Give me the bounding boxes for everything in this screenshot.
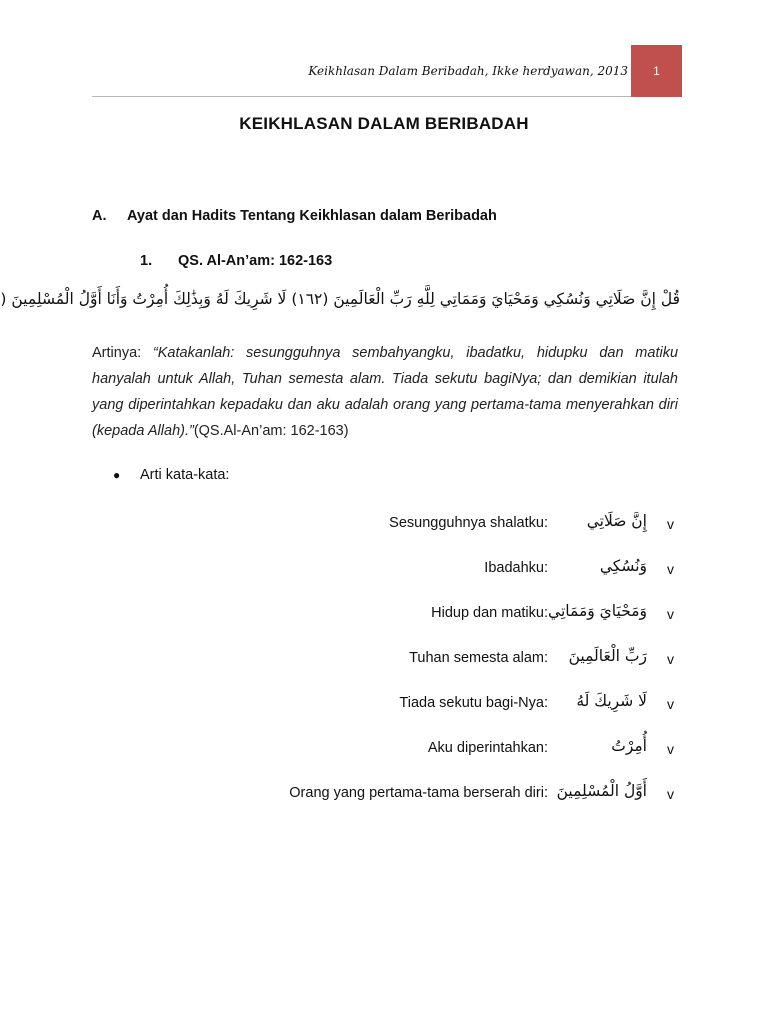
item-1-heading [140, 253, 332, 269]
vocab-row [0, 737, 768, 761]
vocab-mark: v [667, 561, 674, 577]
vocab-arabic: لَا شَرِيكَ لَهُ [576, 692, 647, 710]
vocab-row [0, 692, 768, 716]
vocab-row [0, 512, 768, 536]
vocab-meaning: Aku diperintahkan: [427, 740, 548, 756]
vocab-row [0, 602, 768, 626]
vocab-heading-row [113, 467, 229, 483]
vocab-mark: v [667, 516, 674, 532]
vocab-mark: v [667, 696, 674, 712]
vocab-arabic: أَوَّلُ الْمُسْلِمِينَ [556, 782, 647, 800]
vocab-meaning: Sesungguhnya shalatku: [389, 515, 548, 531]
document-title: KEIKHLASAN DALAM BERIBADAH [239, 114, 529, 133]
vocab-meaning: Tuhan semesta alam: [409, 650, 548, 666]
vocab-arabic: أُمِرْتُ [611, 737, 647, 755]
vocab-meaning: Hidup dan matiku: [431, 605, 548, 621]
translation-prefix: Artinya: [92, 345, 153, 361]
header-rule [92, 96, 680, 97]
vocab-mark: v [667, 786, 674, 802]
vocab-heading: Arti kata-kata: [140, 467, 230, 483]
vocab-meaning: Orang yang pertama-tama berserah diri: [289, 785, 548, 801]
vocab-arabic: وَنُسُكِي [599, 557, 647, 575]
vocab-row [0, 557, 768, 581]
vocab-mark: v [667, 741, 674, 757]
vocab-mark: v [667, 651, 674, 667]
vocab-arabic: رَبِّ الْعَالَمِينَ [568, 647, 647, 665]
vocab-arabic: إِنَّ صَلَاتِي [586, 512, 647, 530]
translation-quote: “Katakanlah: sesungguhnya sembahyangku, ibadatku, hidupku dan matiku hanyalah untuk Allah, Tuhan semesta alam. Tiada sekutu bagiNya; dan demikian itulah yang diperintahkan kepadaku dan aku adalah orang yang pertama-tama menyerahkan diri (kepada Allah).” [92, 345, 679, 439]
verse-arabic: قُلْ إِنَّ صَلَاتِي وَنُسُكِي وَمَحْيَايَ وَمَمَاتِي لِلَّهِ رَبِّ الْعَالَمِينَ (١٦٢) لَا شَرِيكَ لَهُ وَبِذَٰلِكَ أُمِرْتُ وَأَنَا أَوَّلُ الْمُسْلِمِينَ ( [0, 290, 680, 308]
item-number: 1. [140, 253, 153, 269]
section-a-heading [92, 208, 497, 224]
vocab-mark: v [667, 606, 674, 622]
vocab-meaning: Ibadahku: [484, 560, 548, 576]
item-heading-text: QS. Al-An’am: 162-163 [178, 253, 333, 269]
section-letter: A. [92, 208, 107, 224]
vocab-arabic: وَمَحْيَايَ وَمَمَاتِي [548, 602, 647, 620]
translation-paragraph [92, 340, 678, 444]
vocab-row [0, 782, 768, 806]
page-number-badge: 1 [631, 45, 682, 97]
vocab-meaning: Tiada sekutu bagi-Nya: [399, 695, 548, 711]
running-header: Keikhlasan Dalam Beribadah, Ikke herdyawan, 2013 [308, 64, 628, 78]
vocab-row [0, 647, 768, 671]
translation-reference: (QS.Al-An’am: 162-163) [193, 423, 349, 439]
section-heading-text: Ayat dan Hadits Tentang Keikhlasan dalam Beribadah [127, 208, 497, 224]
bullet-icon: ● [113, 468, 121, 482]
